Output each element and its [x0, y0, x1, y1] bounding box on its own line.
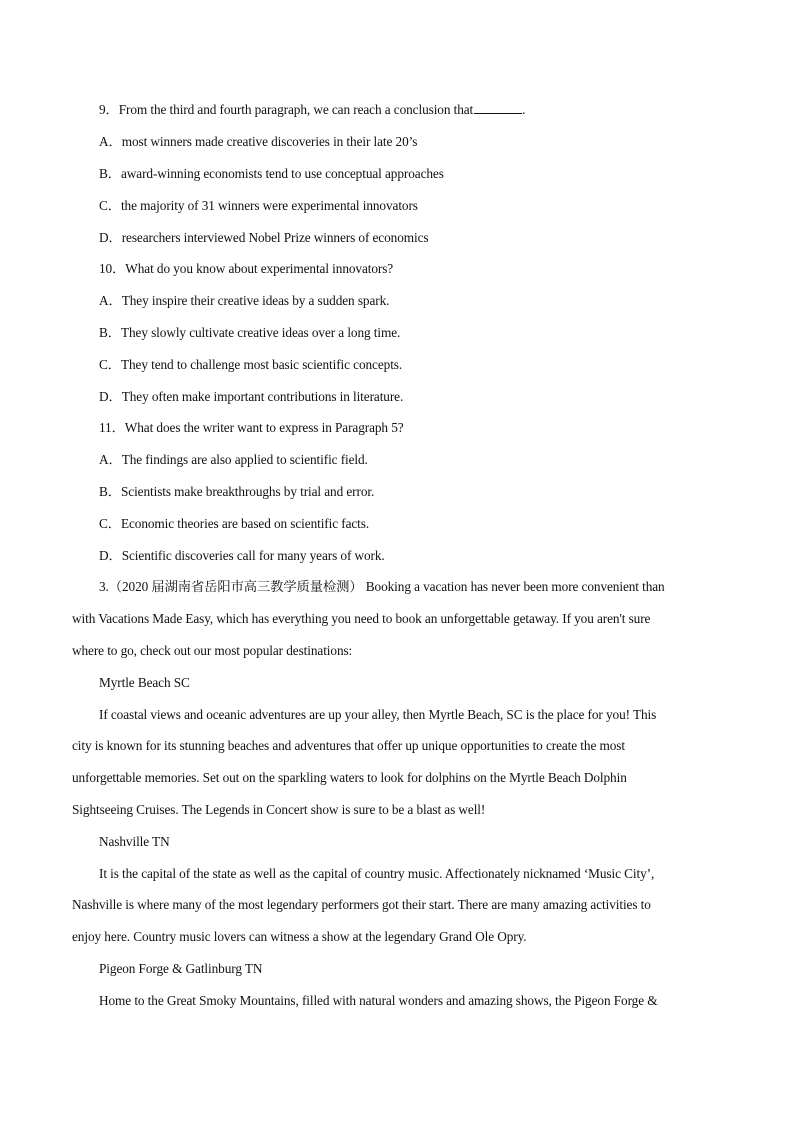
question-9-text: 9．From the third and fourth paragraph, we can reach a conclusion that	[99, 102, 474, 117]
question-11-stem: 11．What does the writer want to express in Paragraph 5?	[99, 420, 404, 435]
passage-3-intro-line: where to go, check out our most popular destinations:	[72, 643, 353, 658]
q10-option-d: D．They often make important contributions in literature.	[99, 389, 404, 404]
section-heading-pigeon-forge: Pigeon Forge & Gatlinburg TN	[99, 961, 263, 976]
q9-option-c: C．the majority of 31 winners were experimental innovators	[99, 198, 418, 213]
question-9-stem	[99, 101, 525, 119]
nashville-paragraph-line: It is the capital of the state as well as the capital of country music. Affectionately nicknamed ‘Music City’,	[99, 866, 655, 881]
q11-option-c: C．Economic theories are based on scientific facts.	[99, 516, 370, 531]
question-10-stem: 10．What do you know about experimental innovators?	[99, 261, 394, 276]
nashville-paragraph-line: Nashville is where many of the most legendary performers got their start. There are many amazing activities to	[72, 897, 651, 912]
q10-option-b: B．They slowly cultivate creative ideas over a long time.	[99, 325, 401, 340]
q9-option-d: D．researchers interviewed Nobel Prize winners of economics	[99, 230, 429, 245]
myrtle-paragraph-line: Sightseeing Cruises. The Legends in Concert show is sure to be a blast as well!	[72, 802, 486, 817]
q11-option-b: B．Scientists make breakthroughs by trial and error.	[99, 484, 375, 499]
pigeon-paragraph-line: Home to the Great Smoky Mountains, filled with natural wonders and amazing shows, the Pigeon Forge &	[99, 993, 658, 1008]
myrtle-paragraph-line: If coastal views and oceanic adventures are up your alley, then Myrtle Beach, SC is the place for you! This	[99, 707, 657, 722]
section-heading-myrtle-beach: Myrtle Beach SC	[99, 675, 190, 690]
q10-option-a: A．They inspire their creative ideas by a sudden spark.	[99, 293, 390, 308]
nashville-paragraph-line: enjoy here. Country music lovers can witness a show at the legendary Grand Ole Opry.	[72, 929, 527, 944]
q9-option-a: A．most winners made creative discoveries in their late 20’s	[99, 134, 418, 149]
myrtle-paragraph-line: city is known for its stunning beaches and adventures that offer up unique opportunities to create the most	[72, 738, 625, 753]
q11-option-d: D．Scientific discoveries call for many years of work.	[99, 548, 385, 563]
answer-blank	[474, 101, 522, 114]
q9-option-b: B．award-winning economists tend to use conceptual approaches	[99, 166, 444, 181]
q11-option-a: A．The findings are also applied to scientific field.	[99, 452, 368, 467]
q10-option-c: C．They tend to challenge most basic scientific concepts.	[99, 357, 403, 372]
myrtle-paragraph-line: unforgettable memories. Set out on the sparkling waters to look for dolphins on the Myrtle Beach Dolphin	[72, 770, 627, 785]
question-9-end: .	[522, 102, 526, 117]
passage-3-intro-line: 3.（2020 届湖南省岳阳市高三教学质量检测） Booking a vacation has never been more convenient than	[99, 579, 665, 594]
passage-3-intro-line: with Vacations Made Easy, which has everything you need to book an unforgettable getaway. If you aren't sure	[72, 611, 651, 626]
section-heading-nashville: Nashville TN	[99, 834, 170, 849]
